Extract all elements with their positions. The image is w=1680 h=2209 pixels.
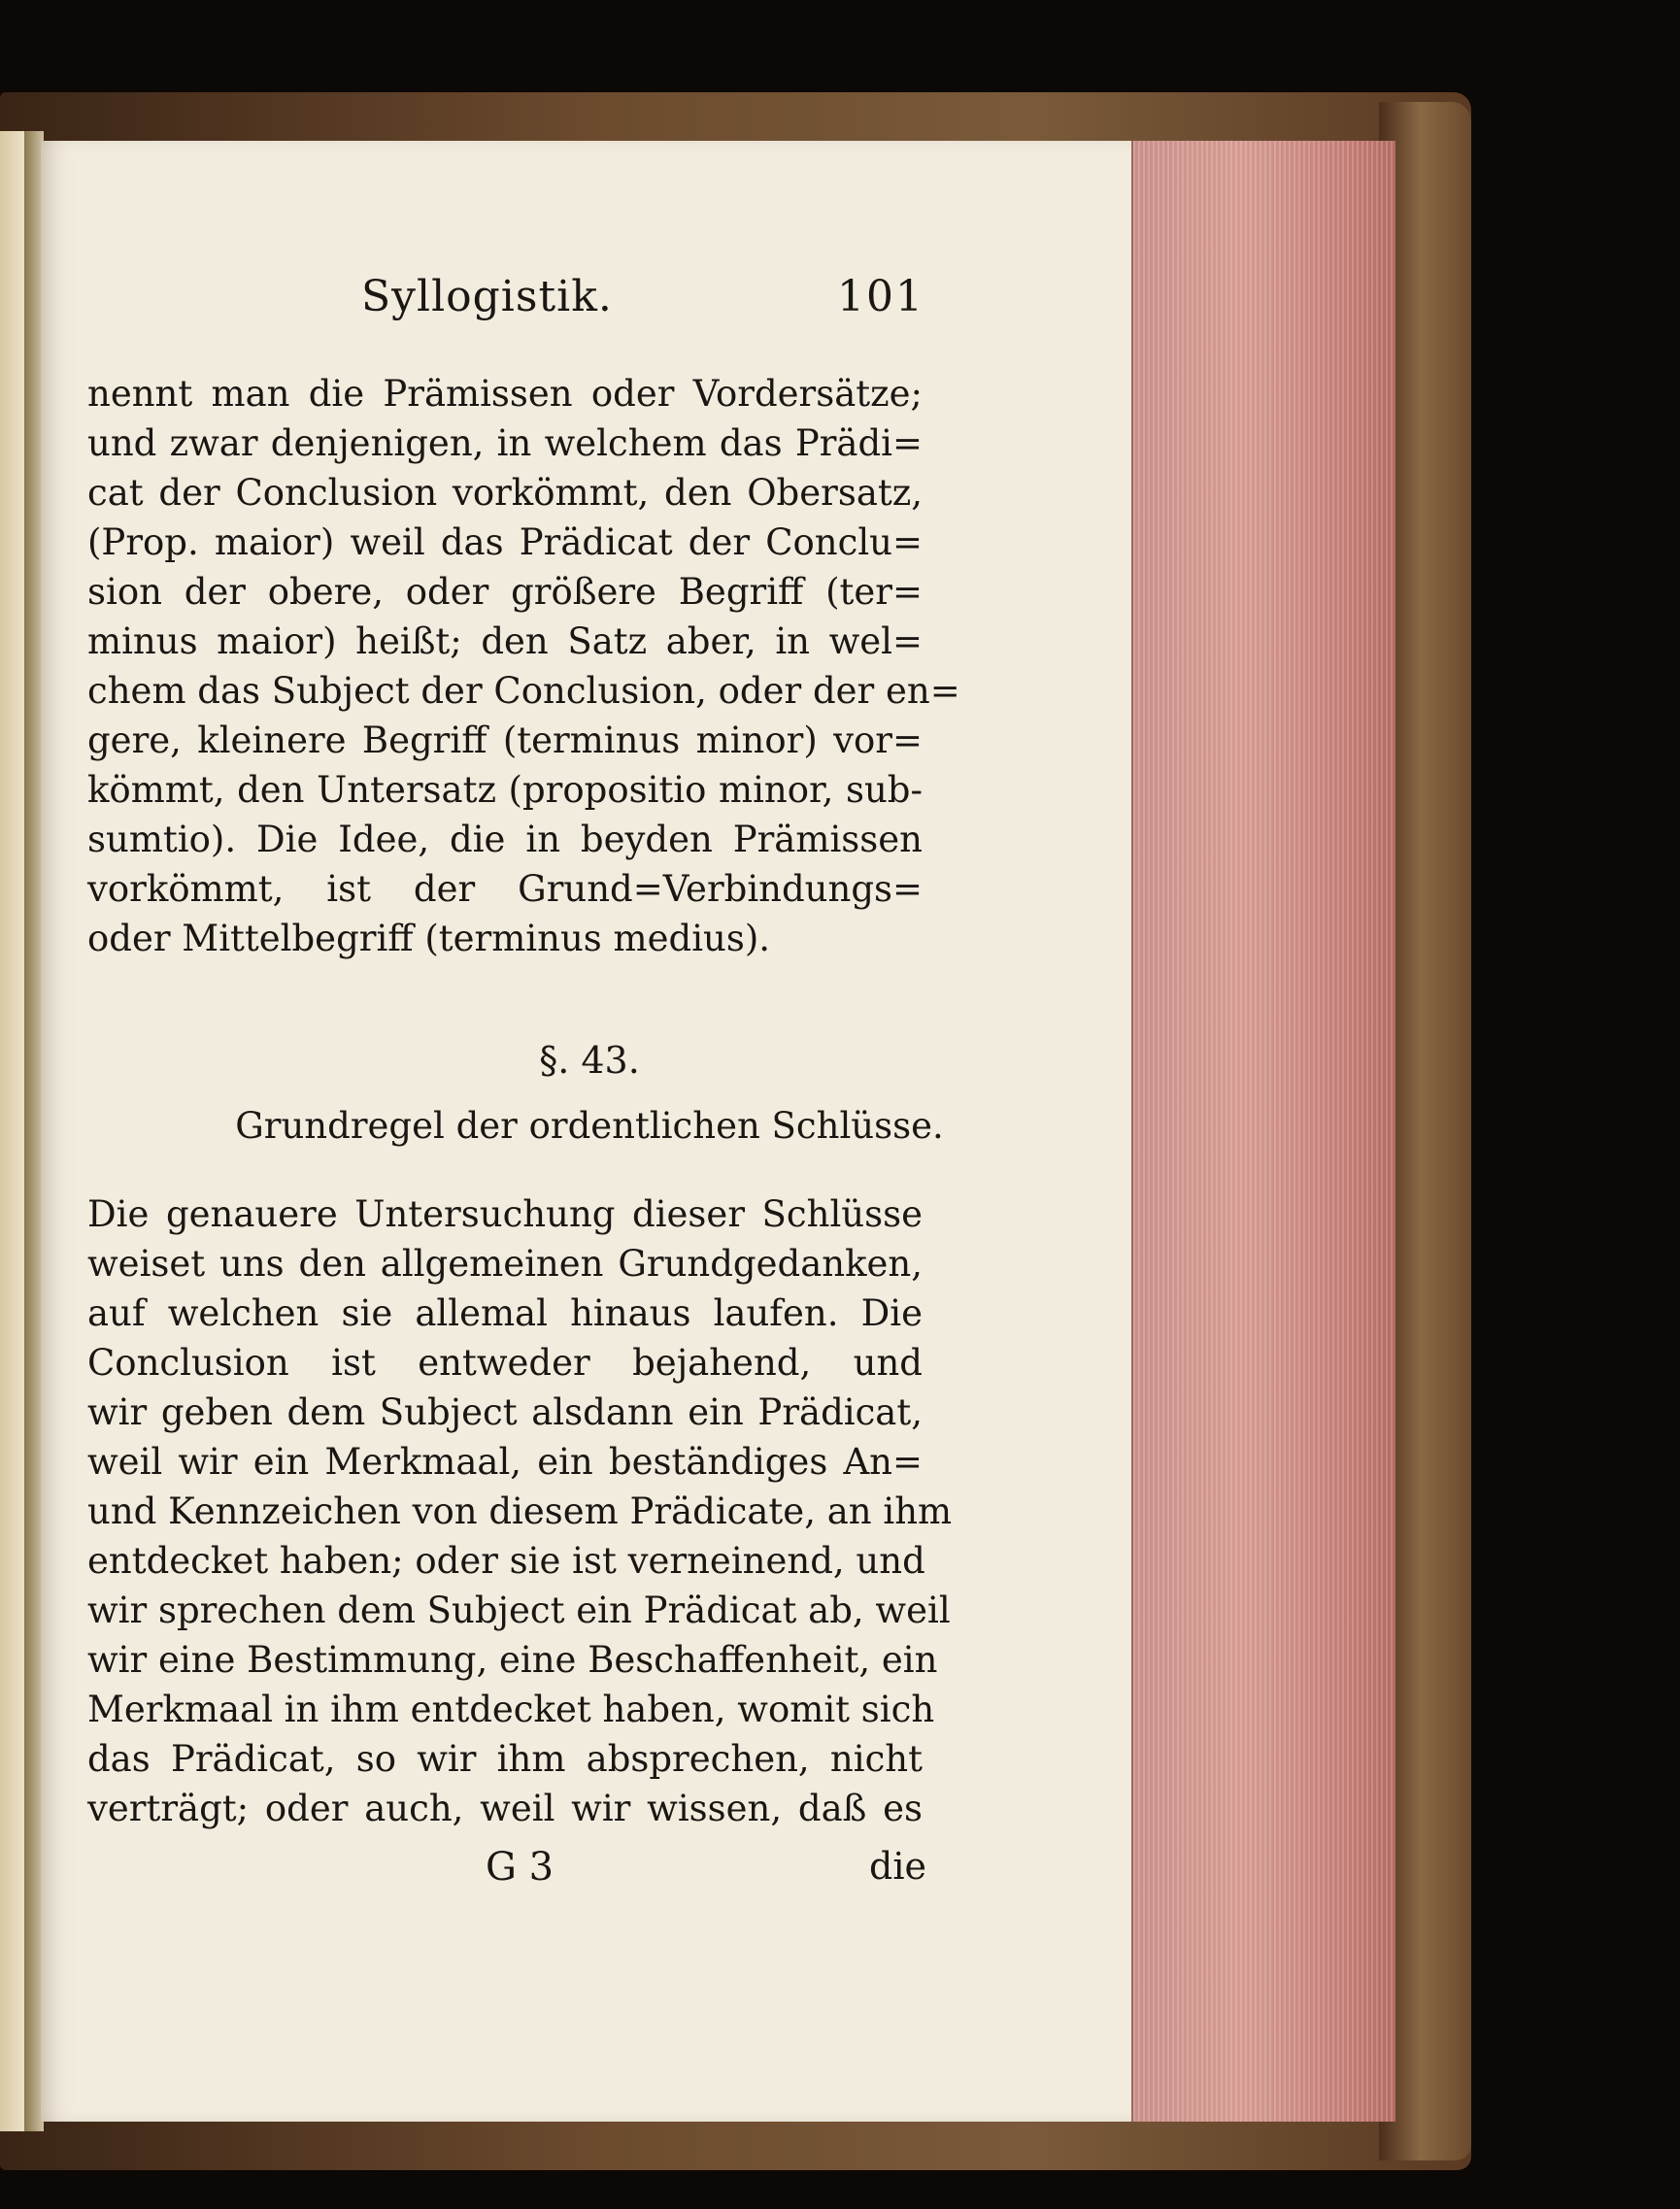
text-line: das Prädicat, so wir ihm absprechen, nicht (87, 1738, 923, 1780)
text-line: Merkmaal in ihm entdecket haben, womit sich (87, 1689, 935, 1730)
running-head (41, 272, 1138, 330)
text-line: wir geben dem Subject alsdann ein Prädicat, (87, 1391, 923, 1433)
text-line: (Prop. maior) weil das Prädicat der Conclu= (87, 521, 923, 563)
text-line: Die genauere Untersuchung dieser Schlüsse (87, 1193, 923, 1235)
running-title: Syllogistik. (361, 272, 613, 321)
text-line: sumtio). Die Idee, die in beyden Prämissen (87, 819, 923, 860)
text-line: und zwar denjenigen, in welchem das Prädi= (87, 422, 923, 464)
paragraph-1 (87, 369, 960, 963)
text-line: minus maior) heißt; den Satz aber, in wel= (87, 620, 923, 662)
text-line: gere, kleinere Begriff (terminus minor) vor= (87, 720, 923, 761)
text-line: Conclusion ist entweder bejahend, und (87, 1342, 923, 1384)
text-line: wir eine Bestimmung, eine Beschaffenheit, ein (87, 1639, 938, 1681)
text-line: verträgt; oder auch, weil wir wissen, daß es (87, 1788, 923, 1829)
text-line: auf welchen sie allemal hinaus laufen. Die (87, 1292, 923, 1334)
page-number: 101 (837, 272, 924, 321)
text-line: und Kennzeichen von diesem Prädicate, an ihm (87, 1490, 953, 1532)
section-title: Grundregel der ordentlichen Schlüsse. (235, 1105, 944, 1147)
text-line: weiset uns den allgemeinen Grundgedanken, (87, 1243, 923, 1285)
page-fore-edge (1131, 141, 1395, 2122)
text-line: oder Mittelbegriff (terminus medius). (87, 918, 771, 959)
signature-mark: G 3 (486, 1845, 554, 1890)
catchword: die (869, 1845, 926, 1888)
paragraph-2 (87, 1189, 953, 1833)
text-line: nennt man die Prämissen oder Vordersätze; (87, 373, 923, 415)
text-line: entdecket haben; oder sie ist verneinend, und (87, 1540, 925, 1582)
text-line: sion der obere, oder größere Begriff (ter= (87, 571, 923, 613)
text-line: vorkömmt, ist der Grund=Verbindungs= (87, 868, 923, 910)
text-line: weil wir ein Merkmaal, ein beständiges An= (87, 1441, 923, 1483)
text-line: chem das Subject der Conclusion, oder der en= (87, 670, 960, 712)
section-number: §. 43. (539, 1039, 640, 1082)
text-line: kömmt, den Untersatz (propositio minor, sub- (87, 769, 923, 811)
text-line: cat der Conclusion vorkömmt, den Obersatz, (87, 472, 923, 514)
text-line: wir sprechen dem Subject ein Prädicat ab, weil (87, 1590, 951, 1631)
